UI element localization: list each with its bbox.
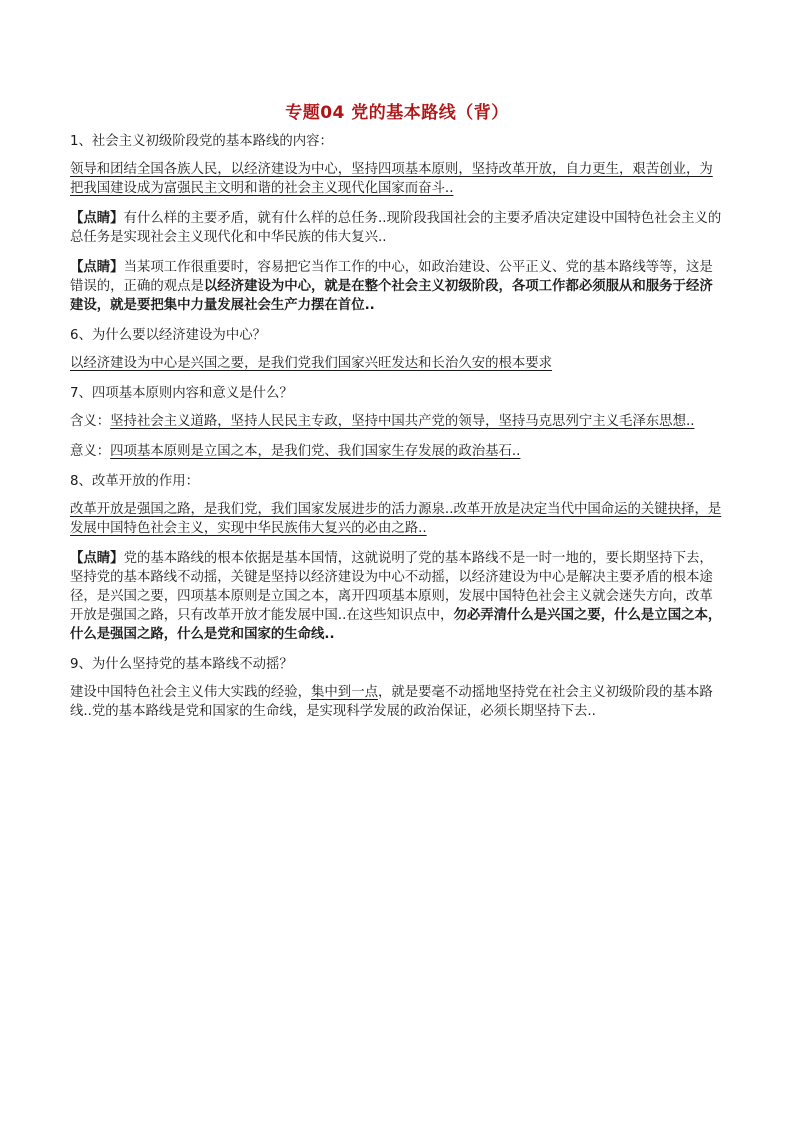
tip-1-text: 有什么样的主要矛盾，就有什么样的总任务..现阶段我国社会的主要矛盾决定建设中国特色社会主义的总任务是实现社会主义现代化和中华民族的伟大复兴.. xyxy=(70,211,722,245)
page-title: 专题04 党的基本路线（背） xyxy=(285,103,509,123)
tip-3-text: 党的基本路线的根本依据是基本国情，这就说明了党的基本路线不是一时一地的，要长期坚持下去，坚持党的基本路线不动摇，关键是坚持以经济建设为中心不动摇，以经济建设为中心是解决主要矛盾的根本途径，是兴国之要，四项基本原则是立国之本，离开四项基本原则，发展中国特色社会主义就会迷失方向，改革开放是强国之路，只有改革开放才能发展中国..在这些知识点中， xyxy=(70,551,713,623)
tip-3 xyxy=(70,549,724,644)
tip-2-tag: 【点睛】 xyxy=(70,260,124,275)
tip-3-bold-text: 勿必弄清什么是兴国之要，什么是立国之本，什么是强国之路，什么是党和国家的生命线.. xyxy=(70,608,722,642)
answer-7-content xyxy=(70,412,724,431)
answer-9 xyxy=(70,683,724,721)
question-7: 7、四项基本原则内容和意义是什么？ xyxy=(70,386,293,401)
answer-1-text: 领导和团结全国各族人民，以经济建设为中心，坚持四项基本原则，坚持改革开放，自力更生，艰苦创业，为把我国建设成为富强民主文明和谐的社会主义现代化国家而奋斗.. xyxy=(70,162,713,196)
content-text: 坚持社会主义道路，坚持人民民主专政，坚持中国共产党的领导，坚持马克思列宁主义毛泽东思想.. xyxy=(110,414,695,429)
meaning-label: 意义： xyxy=(70,444,111,459)
tip-1-tag: 【点睛】 xyxy=(70,211,124,226)
answer-9-part1: 建设中国特色社会主义伟大实践的经验， xyxy=(70,685,312,700)
answer-7-meaning xyxy=(70,442,724,461)
tip-3-tag: 【点睛】 xyxy=(70,551,124,566)
tip-2-text: 当某项工作很重要时，容易把它当作工作的中心，如政治建设、公平正义、党的基本路线等等，这是错误的，正确的观点是 xyxy=(70,260,713,294)
answer-9-underlined: 集中到一点 xyxy=(311,685,378,700)
question-9: 9、为什么坚持党的基本路线不动摇？ xyxy=(70,657,293,672)
answer-9-part2: ，就是要毫不动摇地坚持党在社会主义初级阶段的基本路线..党的基本路线是党和国家的生命线，是实现科学发展的政治保证，必须长期坚持下去.. xyxy=(70,685,713,719)
meaning-text: 四项基本原则是立国之本，是我们党、我们国家生存发展的政治基石.. xyxy=(110,444,521,459)
answer-6-text: 以经济建设为中心是兴国之要，是我们党我们国家兴旺发达和长治久安的根本要求 xyxy=(70,356,553,371)
tip-1 xyxy=(70,209,724,247)
answer-8-text: 改革开放是强国之路，是我们党，我们国家发展进步的活力源泉..改革开放是决定当代中国命运的关键抉择，是发展中国特色社会主义，实现中华民族伟大复兴的必由之路.. xyxy=(70,502,722,536)
document-page xyxy=(70,98,724,732)
answer-6 xyxy=(70,354,724,373)
answer-8 xyxy=(70,500,724,538)
tip-2-bold-text: 以经济建设为中心，就是在整个社会主义初级阶段，各项工作都必须服从和服务于经济建设，就是要把集中力量发展社会生产力摆在首位.. xyxy=(70,279,713,313)
question-1: 1、社会主义初级阶段党的基本路线的内容： xyxy=(70,134,333,149)
question-6: 6、为什么要以经济建设为中心？ xyxy=(70,328,266,343)
content-label: 含义： xyxy=(70,414,111,429)
question-8: 8、改革开放的作用： xyxy=(70,474,200,489)
answer-1 xyxy=(70,160,724,198)
tip-2 xyxy=(70,258,724,315)
